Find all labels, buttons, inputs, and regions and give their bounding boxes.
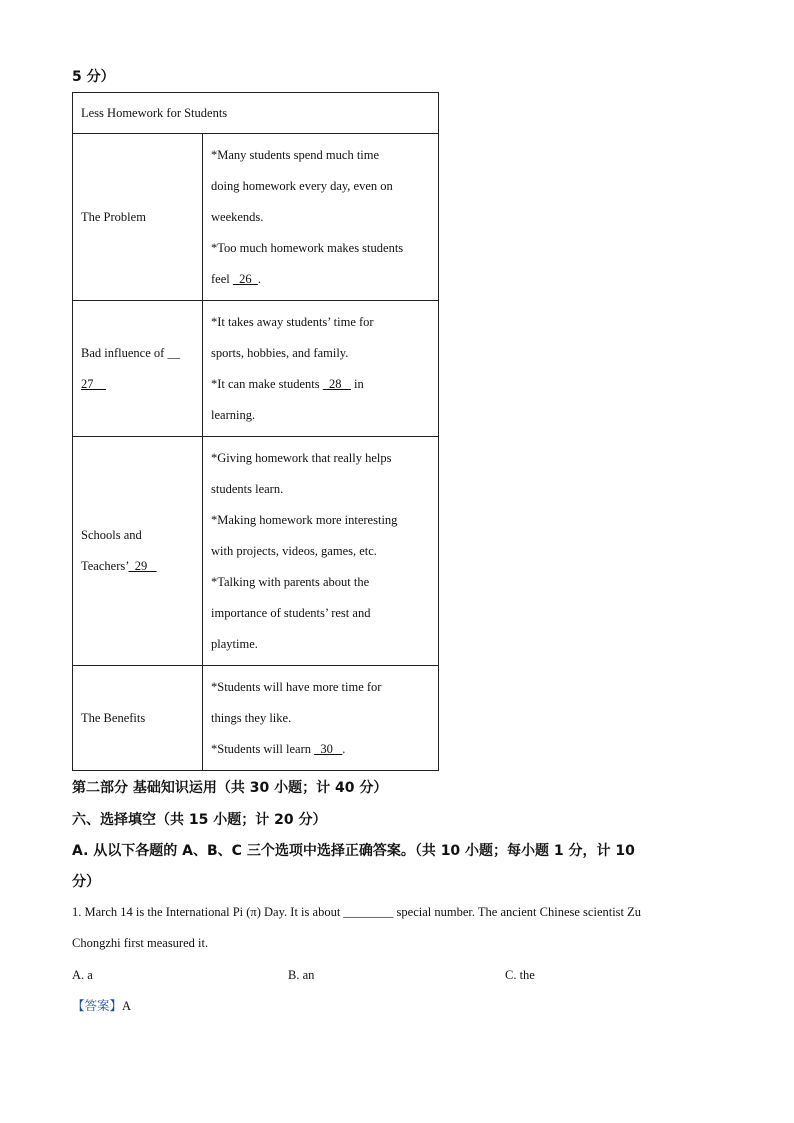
question-1-stem: 1. March 14 is the International Pi (π) Day. It is about ________ special number. The ancient Chinese scientist Zu Chongzhi first measured it. [72, 905, 642, 950]
option-a: A. a [72, 968, 93, 982]
option-b: B. an [288, 968, 315, 982]
blank-28: 28 [322, 376, 351, 391]
blank-29: 29 [128, 559, 157, 573]
table-row [73, 301, 439, 437]
table-row [73, 134, 439, 301]
part-two-heading: 第二部分 基础知识运用（共 30 小题；计 40 分） [72, 780, 388, 796]
sub-a-instruction-line2: 分） [72, 874, 100, 890]
sub-a-instruction-line1: A. 从以下各题的 A、B、C 三个选项中选择正确答案。（共 10 小题；每小题 1 分，计 10 [72, 843, 635, 859]
blank-30: 30 [314, 741, 343, 756]
table-row [73, 666, 439, 771]
row-content-schools-teachers: *Giving homework that really helps students learn. *Making homework more interesting with projects, videos, games, etc. *Talking with parents about the importance of students’ rest and playtime. [203, 437, 439, 666]
row-content-benefits: *Students will have more time for things they like. *Students will learn 30 . [203, 666, 439, 771]
table-row [73, 437, 439, 666]
answer-value: A [122, 999, 132, 1013]
table-title: Less Homework for Students [73, 93, 439, 134]
outline-table [72, 92, 439, 771]
row-content-problem: *Many students spend much time doing homework every day, even on weekends. *Too much homework makes students feel 26 . [203, 134, 439, 301]
row-heading-problem: The Problem [73, 134, 203, 301]
row-content-bad-influence: *It takes away students’ time for sports, hobbies, and family. *It can make students 28 in learning. [203, 301, 439, 437]
table-title-row [73, 93, 439, 134]
blank-26: 26 [232, 271, 258, 286]
answer-tag: 【答案】 [72, 998, 123, 1013]
section-six-heading: 六、选择填空（共 15 小题；计 20 分） [72, 812, 327, 828]
blank-27: 27__ [81, 376, 106, 391]
row-heading-schools-teachers: Schools and Teachers’ 29 [73, 437, 203, 666]
row-heading-bad-influence: Bad influence of __ 27__ [73, 301, 203, 437]
answer-line [72, 993, 131, 1019]
option-c: C. the [505, 968, 535, 982]
row-heading-benefits: The Benefits [73, 666, 203, 771]
previous-section-score-tail: 5 分） [72, 69, 115, 85]
